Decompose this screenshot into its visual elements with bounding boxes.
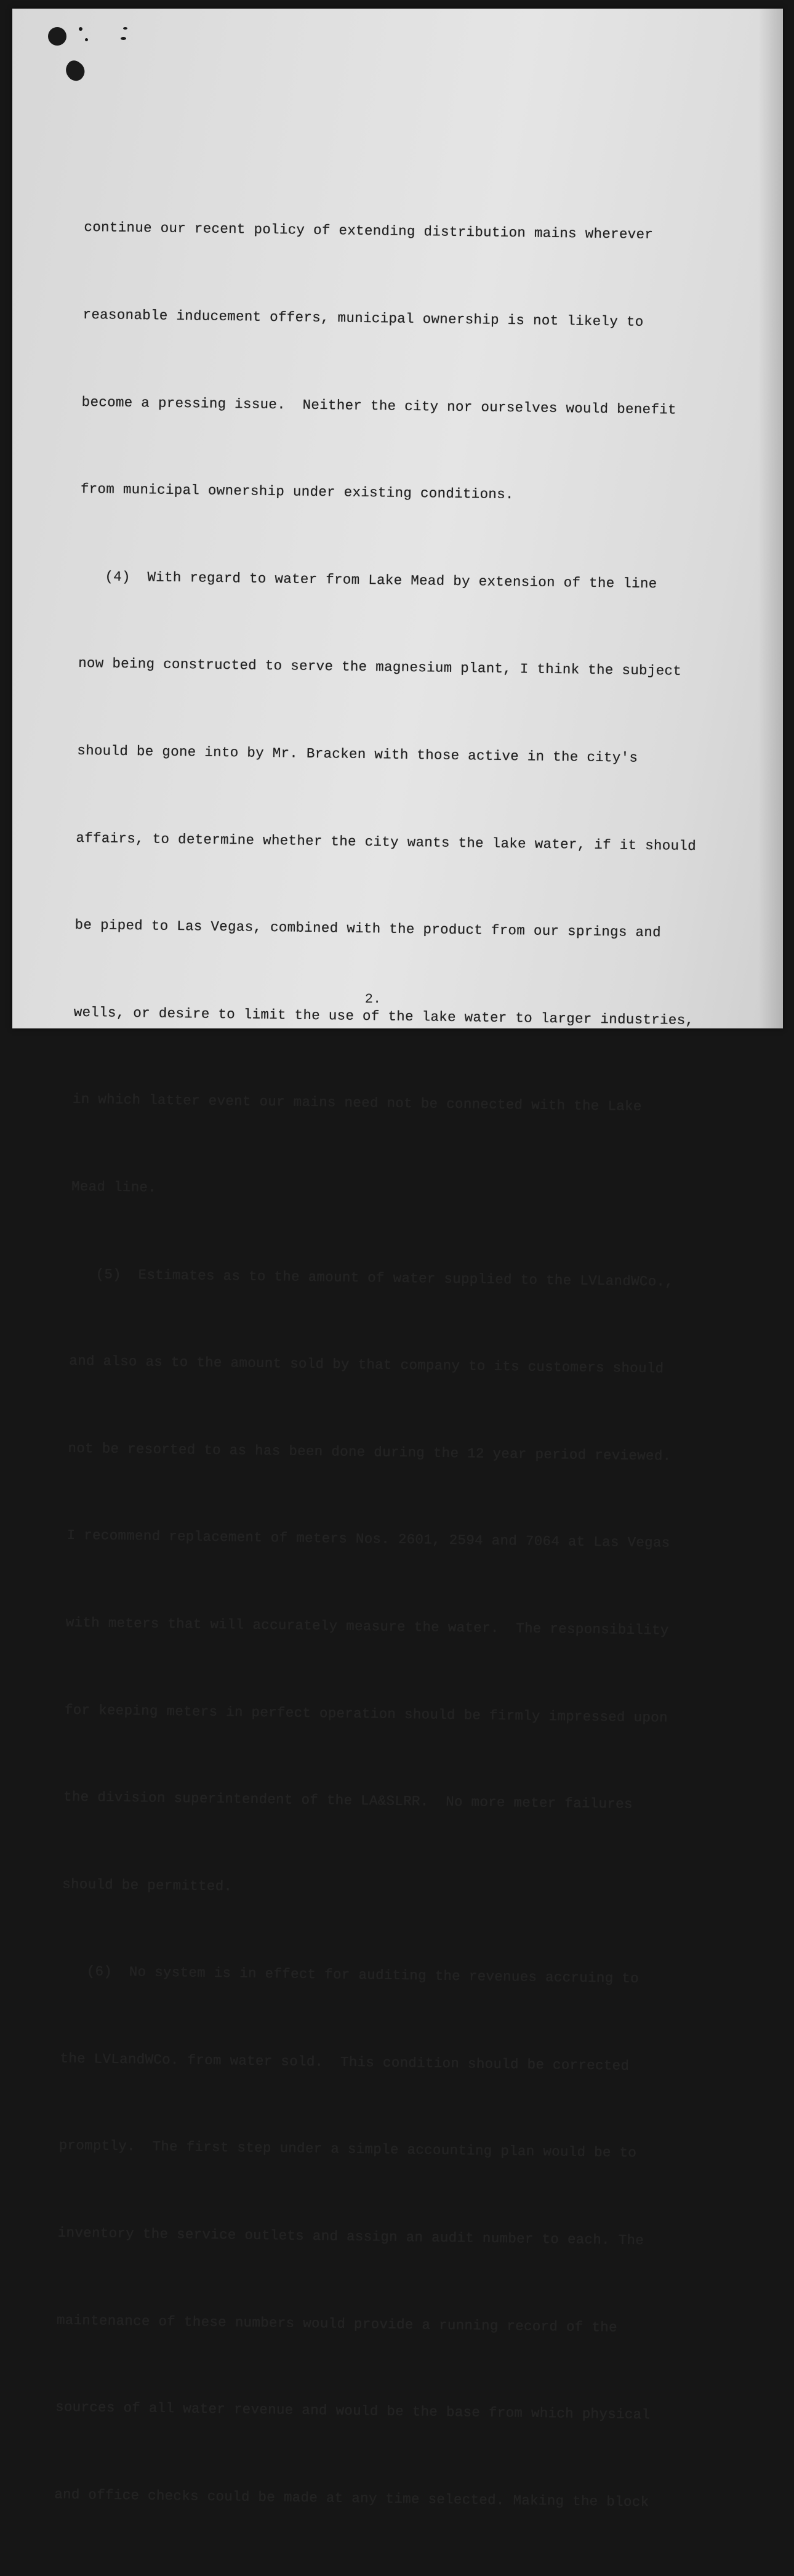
text-line: sources of all water revenue and would be the base from which physical <box>55 2399 651 2423</box>
document-page <box>12 9 783 2511</box>
typed-body-text <box>54 155 750 2576</box>
paper-speck <box>123 27 127 30</box>
text-line: become a pressing issue. Neither the city nor ourselves would benefit <box>81 394 676 418</box>
text-line: affairs, to determine whether the city wants the lake water, if it should <box>76 830 697 854</box>
text-line: from municipal ownership under existing conditions. <box>80 481 514 503</box>
text-line: promptly. The first step under a simple accounting plan would be to <box>58 2138 637 2162</box>
text-line: for keeping meters in perfect operation should be firmly impressed upon <box>64 1702 668 1726</box>
paper-speck <box>121 37 126 40</box>
text-line: wells, or desire to limit the use of the lake water to larger industries, <box>73 1004 694 1028</box>
text-line: (6) No system is in effect for auditing the revenues accruing to <box>61 1963 640 1987</box>
text-line: and also as to the amount sold by that company to its customers should <box>69 1352 664 1377</box>
punch-hole <box>62 58 88 84</box>
text-line: inventory the service outlets and assign an audit number to each. The <box>57 2224 644 2249</box>
text-line: in which latter event our mains need not be connected with the Lake <box>72 1091 642 1115</box>
text-line: with meters that will accurately measure the water. The responsibility <box>65 1614 669 1639</box>
text-line: should be gone into by Mr. Bracken with those active in the city's <box>77 742 638 766</box>
text-line: should be permitted. <box>62 1876 233 1895</box>
text-line: Mead line. <box>71 1178 157 1196</box>
page-number: 2. <box>364 991 382 1007</box>
text-line: continue our recent policy of extending distribution mains wherever <box>84 219 654 243</box>
text-line: be piped to Las Vegas, combined with the product from our springs and <box>74 917 662 941</box>
text-line: maintenance of these numbers would provide a running record of the <box>56 2312 618 2336</box>
text-line: not be resorted to as has been done during the 12 year period reviewed. <box>68 1440 672 1464</box>
paper-speck <box>79 27 82 31</box>
text-line: the LVLandWCo. from water sold. This condition should be corrected <box>60 2050 630 2074</box>
text-line: (5) Estimates as to the amount of water supplied to the LVLandWCo., <box>70 1266 674 1290</box>
punch-hole <box>48 27 66 46</box>
paper-speck <box>85 38 88 41</box>
text-line: I recommend replacement of meters Nos. 2601, 2594 and 7064 at Las Vegas <box>66 1527 670 1551</box>
text-line: and office checks could be made at any time selected. Making the block <box>54 2486 649 2511</box>
text-line: (4) With regard to water from Lake Mead by extension of the line <box>79 568 657 592</box>
text-line: the division superintendent of the LA&SLRR. No more meter failures <box>63 1788 633 1812</box>
text-line: reasonable inducement offers, municipal ownership is not likely to <box>82 306 644 330</box>
text-line: now being constructed to serve the magnesium plant, I think the subject <box>78 655 682 680</box>
